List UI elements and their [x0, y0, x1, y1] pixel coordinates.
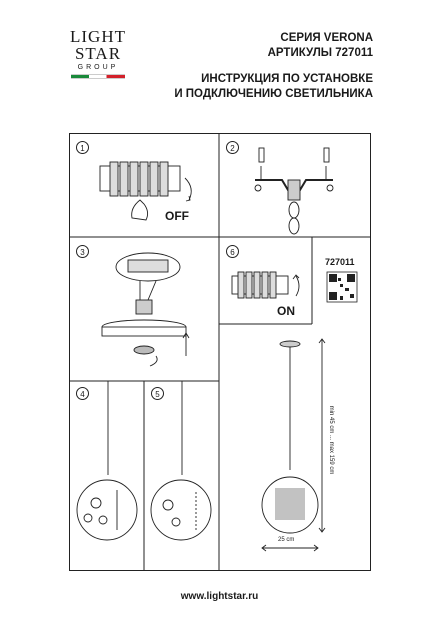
logo-line-3: GROUP	[77, 64, 119, 71]
title-line-2: И ПОДКЛЮЧЕНИЮ СВЕТИЛЬНИКА	[174, 88, 373, 100]
ceiling-bracket-illustration	[255, 148, 333, 234]
step-badge-3: 3	[76, 245, 89, 258]
canopy-wiring-illustration	[102, 253, 189, 366]
article-label: 727011	[325, 257, 355, 267]
fixture-with-dimensions	[262, 339, 325, 551]
step-badge-4: 4	[76, 387, 89, 400]
on-label: ON	[277, 304, 295, 318]
title-line-1: ИНСТРУКЦИЯ ПО УСТАНОВКЕ	[201, 73, 373, 85]
logo-line-2: STAR	[74, 44, 122, 63]
article-numbers: АРТИКУЛЫ 727011	[267, 47, 373, 59]
pendant-illustration-step4	[77, 381, 137, 540]
logo-line-1: LIGHT	[70, 27, 126, 46]
website-url[interactable]: www.lightstar.ru	[180, 591, 259, 602]
step-badge-1: 1	[76, 141, 89, 154]
step-badge-2: 2	[226, 141, 239, 154]
width-dimension-label: 25 cm	[278, 537, 295, 543]
step-badge-5: 5	[151, 387, 164, 400]
breaker-panel-on-illustration	[232, 272, 299, 298]
step-badge-6: 6	[226, 245, 239, 258]
qr-code	[327, 272, 357, 302]
pendant-illustration-step5	[151, 381, 211, 540]
off-label: OFF	[165, 209, 189, 223]
series-name: СЕРИЯ VERONA	[280, 32, 373, 44]
height-dimension	[326, 395, 336, 485]
height-dimension-label: min 45 cm ... max 159 cm	[328, 405, 334, 475]
